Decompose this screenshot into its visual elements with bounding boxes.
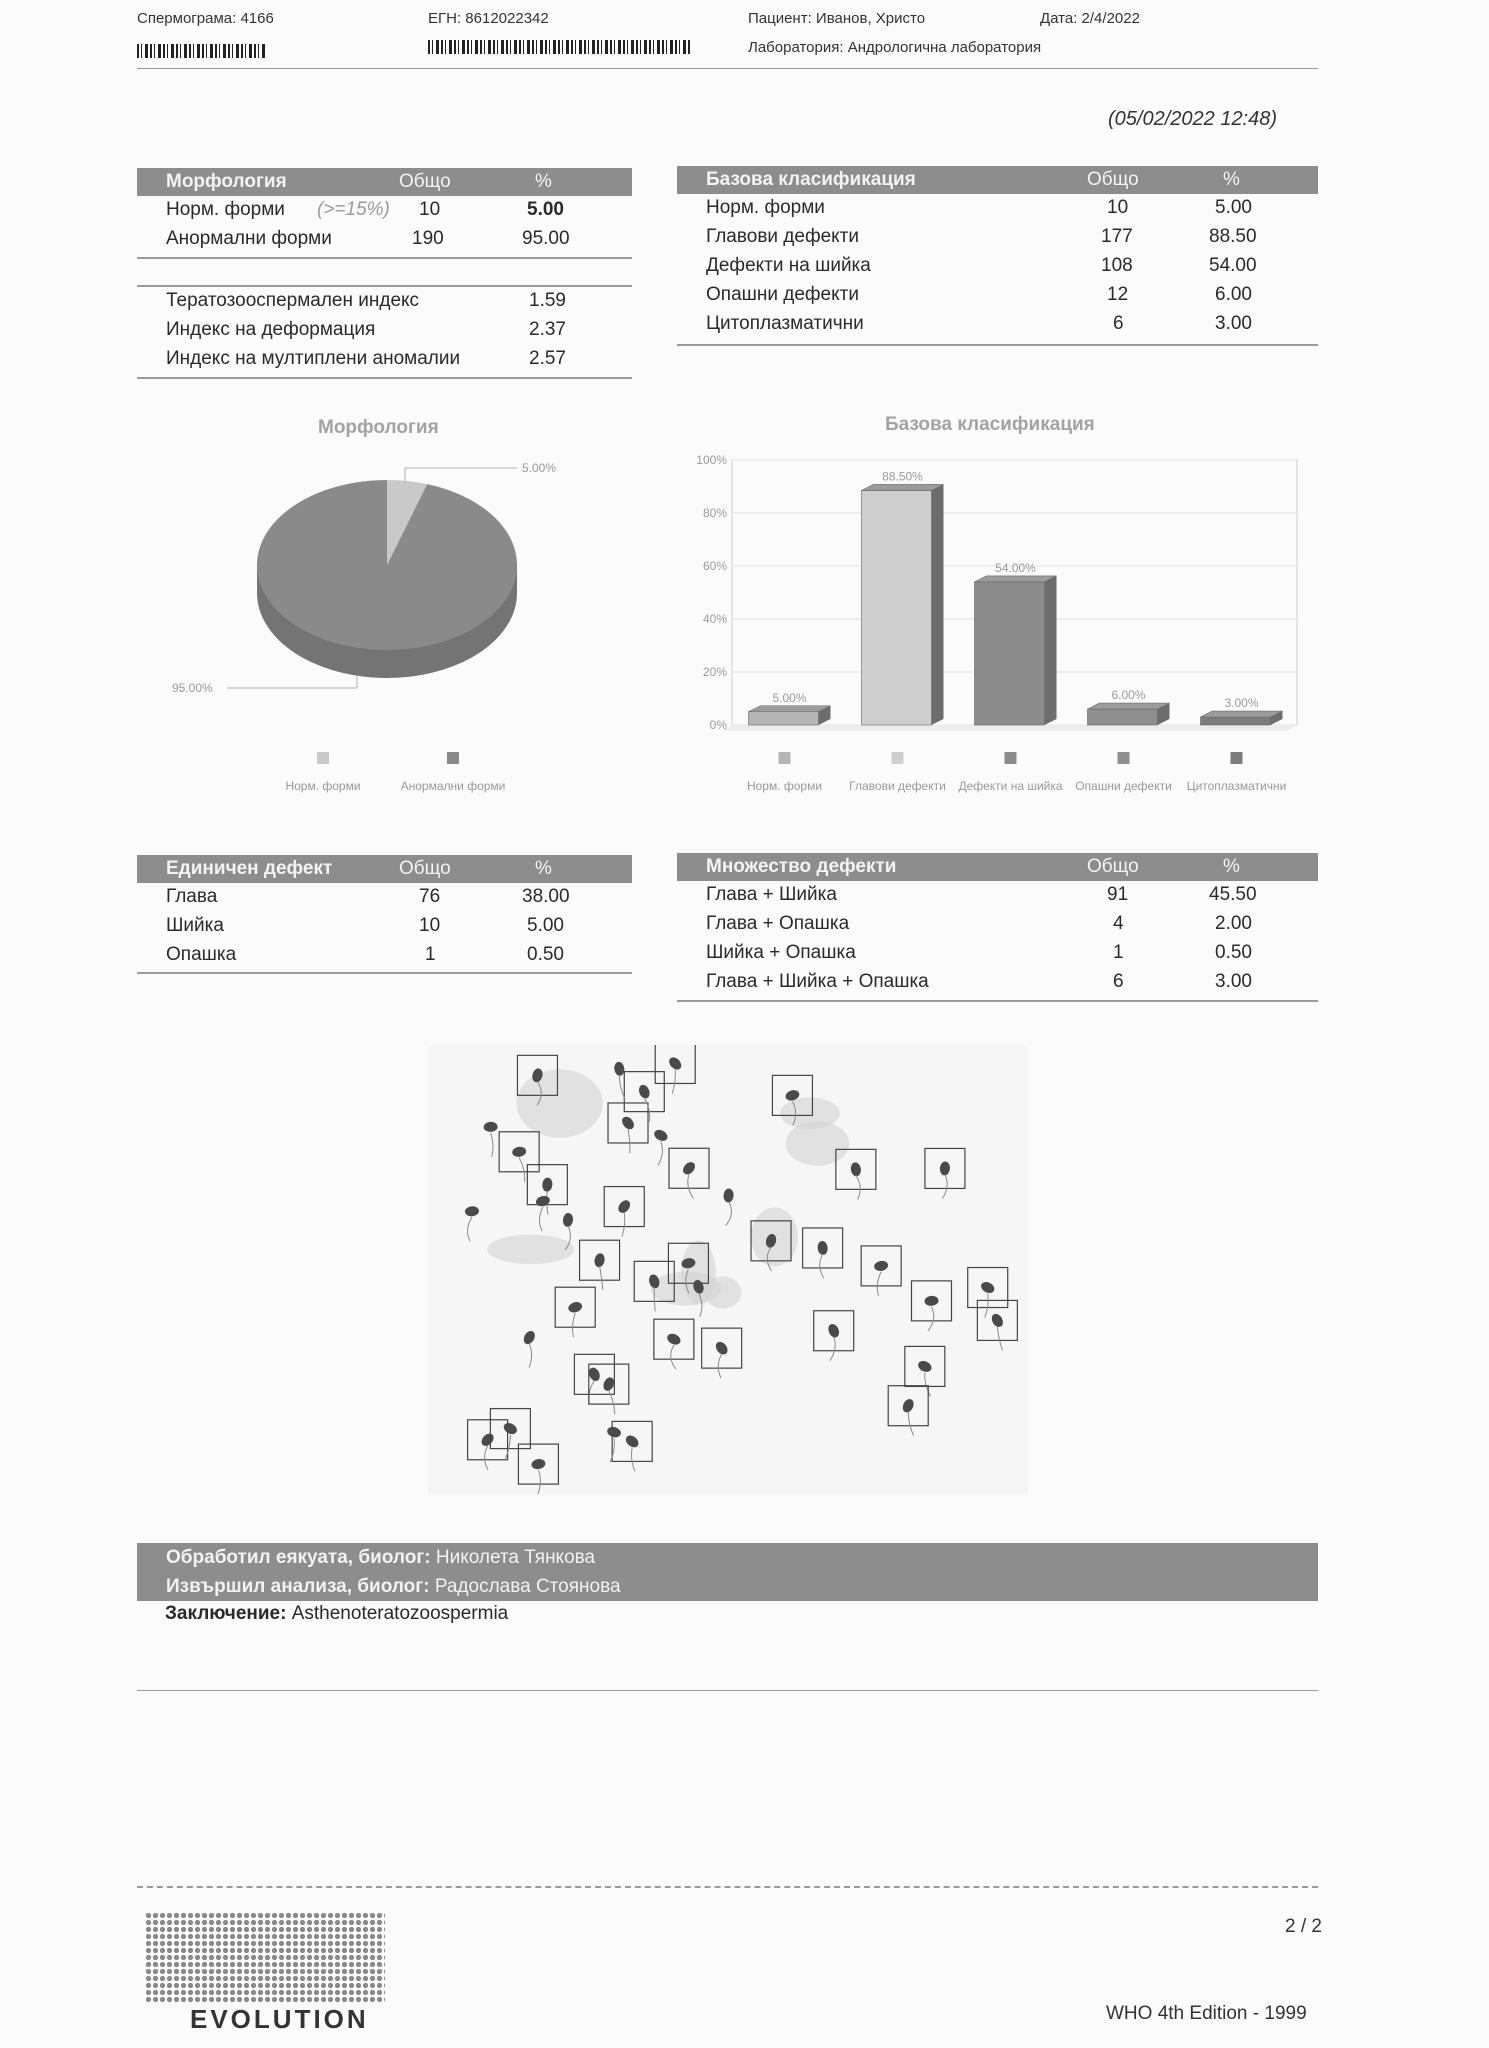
index-label: Тератозооспермален индекс bbox=[166, 290, 420, 311]
y-tick-label: 40% bbox=[702, 612, 727, 626]
row-total: 10 bbox=[419, 915, 441, 936]
row-total: 177 bbox=[1101, 226, 1133, 247]
table-row bbox=[137, 196, 632, 225]
sperm-head bbox=[606, 1425, 622, 1439]
table-row bbox=[677, 281, 1318, 310]
morphology-table bbox=[137, 168, 632, 254]
sperm-tail bbox=[985, 1294, 988, 1318]
sperm-tail bbox=[718, 1354, 721, 1378]
base-classification-table bbox=[677, 166, 1318, 339]
row-label: Глава + Шийка bbox=[706, 884, 837, 905]
sperm-tail bbox=[589, 1380, 595, 1404]
pie-leader bbox=[405, 468, 517, 483]
table-row bbox=[677, 223, 1318, 252]
sperm-head bbox=[901, 1397, 916, 1414]
pie-leader bbox=[227, 676, 357, 688]
row-label: Опашка bbox=[166, 944, 237, 965]
bar-value-label: 54.00% bbox=[995, 560, 1036, 575]
y-tick-label: 60% bbox=[702, 559, 727, 573]
sperm-head bbox=[826, 1322, 841, 1339]
table-title: Единичен дефект bbox=[166, 858, 333, 879]
bar-value-label: 88.50% bbox=[882, 469, 923, 484]
sperm-tail bbox=[726, 1202, 732, 1226]
logo-subtitle: EVOLUTION bbox=[190, 2004, 369, 2034]
row-pct: 2.00 bbox=[1215, 913, 1252, 934]
egn: ЕГН: 8612022342 bbox=[428, 10, 549, 27]
multiple-defects-table bbox=[677, 853, 1318, 997]
conclusion-value: Asthenoteratozoospermia bbox=[291, 1603, 509, 1624]
index-value: 1.59 bbox=[529, 290, 566, 311]
sperm-head bbox=[723, 1188, 734, 1203]
row-total: 10 bbox=[419, 199, 441, 220]
legend-label: Норм. форми bbox=[746, 779, 823, 793]
sperm-head bbox=[613, 1061, 625, 1076]
row-total: 6 bbox=[1113, 313, 1124, 334]
table-title: Морфология bbox=[166, 171, 287, 192]
divider bbox=[137, 257, 632, 259]
legend-label: Норм. форми bbox=[285, 779, 361, 793]
bar-value-label: 6.00% bbox=[1111, 688, 1146, 703]
patient-name: Пациент: Иванов, Христо bbox=[748, 10, 926, 27]
debris-blob bbox=[487, 1235, 574, 1264]
sperm-head bbox=[916, 1359, 933, 1374]
row-pct: 54.00 bbox=[1209, 255, 1257, 276]
single-defect-table bbox=[137, 855, 632, 970]
divider bbox=[137, 972, 632, 974]
row-note: (>=15%) bbox=[317, 199, 390, 220]
report-timestamp: (05/02/2022 12:48) bbox=[1108, 108, 1278, 130]
row-total: 12 bbox=[1107, 284, 1129, 305]
sperm-head bbox=[652, 1128, 669, 1143]
row-label: Норм. форми bbox=[706, 197, 825, 218]
bar-value-label: 5.00% bbox=[772, 690, 807, 705]
bar-top bbox=[1088, 703, 1170, 709]
table-row bbox=[137, 345, 632, 374]
pie-value-label: 5.00% bbox=[522, 461, 557, 475]
legend-swatch bbox=[1005, 752, 1017, 764]
row-pct: 0.50 bbox=[527, 944, 564, 965]
row-total: 1 bbox=[425, 944, 436, 965]
col-pct: % bbox=[535, 171, 552, 192]
bar-side bbox=[1045, 576, 1057, 725]
table-row bbox=[677, 252, 1318, 281]
col-pct: % bbox=[1223, 169, 1240, 190]
conclusion-label: Заключение: bbox=[165, 1603, 287, 1624]
row-pct: 38.00 bbox=[522, 886, 570, 907]
signature-band bbox=[137, 1543, 1318, 1601]
sperm-tail bbox=[529, 1344, 532, 1368]
legend-label: Дефекти на шийка bbox=[958, 779, 1063, 793]
sperm-tail bbox=[485, 1446, 488, 1470]
sperm-head bbox=[681, 1160, 698, 1177]
spermogram-number: Спермограма: 4166 bbox=[137, 10, 274, 27]
row-total: 91 bbox=[1107, 884, 1129, 905]
plot-floor bbox=[722, 725, 1297, 731]
sperm-head bbox=[511, 1146, 526, 1158]
sperm-tail bbox=[491, 1133, 493, 1157]
bar bbox=[862, 490, 932, 725]
legend-label: Опашни дефекти bbox=[1075, 779, 1172, 793]
table-row bbox=[137, 912, 632, 941]
row-pct: 88.50 bbox=[1209, 226, 1257, 247]
processed-label: Обработил еякуата, биолог: bbox=[166, 1547, 431, 1568]
analyzed-by bbox=[137, 1572, 1318, 1601]
table-row bbox=[137, 883, 632, 912]
sperm-head bbox=[531, 1458, 546, 1470]
bar-top bbox=[862, 484, 944, 490]
sperm-tail bbox=[519, 1158, 525, 1182]
legend-swatch bbox=[1118, 752, 1130, 764]
legend-label: Цитоплазматични bbox=[1186, 779, 1287, 793]
table-header bbox=[137, 855, 632, 883]
legend-swatch bbox=[1231, 752, 1243, 764]
sperm-head bbox=[502, 1421, 519, 1437]
sperm-head bbox=[924, 1295, 939, 1306]
sperm-tail bbox=[671, 1345, 676, 1369]
sperm-tail bbox=[658, 1141, 662, 1165]
sperm-head bbox=[817, 1240, 828, 1255]
sperm-tail bbox=[672, 1069, 675, 1093]
analyzed-name: Радослава Стоянова bbox=[434, 1576, 621, 1597]
microscopy-image bbox=[428, 1045, 1028, 1495]
col-total: Общо bbox=[399, 171, 451, 192]
legend-label: Главови дефекти bbox=[849, 779, 946, 793]
sperm-tail bbox=[820, 1254, 824, 1278]
sperm-head bbox=[637, 1083, 651, 1100]
table-row bbox=[677, 968, 1318, 997]
table-row bbox=[137, 225, 632, 254]
sperm-head bbox=[483, 1122, 497, 1133]
legend-swatch bbox=[447, 752, 459, 764]
row-total: 190 bbox=[412, 228, 444, 249]
divider bbox=[137, 1886, 1318, 1888]
row-pct: 95.00 bbox=[522, 228, 570, 249]
row-label: Главови дефекти bbox=[706, 226, 860, 247]
bar-top bbox=[749, 706, 831, 712]
index-value: 2.57 bbox=[529, 348, 566, 369]
sperm-tail bbox=[877, 1272, 881, 1296]
table-row bbox=[677, 939, 1318, 968]
barcode-1 bbox=[137, 44, 267, 58]
sperm-tail bbox=[688, 1174, 694, 1198]
bar bbox=[1201, 717, 1271, 725]
index-value: 2.37 bbox=[529, 319, 566, 340]
table-title: Множество дефекти bbox=[706, 856, 897, 877]
row-label: Анормални форми bbox=[166, 228, 332, 249]
table-row bbox=[677, 194, 1318, 223]
processed-name: Николета Тянкова bbox=[435, 1547, 596, 1568]
table-row bbox=[677, 310, 1318, 339]
header-divider bbox=[137, 68, 1318, 69]
legend-swatch bbox=[892, 752, 904, 764]
col-pct: % bbox=[535, 858, 552, 879]
sperm-tail bbox=[468, 1217, 472, 1241]
sperm-head bbox=[850, 1162, 862, 1177]
row-label: Глава + Опашка bbox=[706, 913, 850, 934]
y-tick-label: 20% bbox=[702, 665, 727, 679]
legend-swatch bbox=[317, 752, 329, 764]
legend-label: Анормални форми bbox=[400, 779, 506, 793]
row-pct: 5.00 bbox=[527, 199, 564, 220]
who-edition: WHO 4th Edition - 1999 bbox=[1106, 2003, 1307, 2024]
row-total: 108 bbox=[1101, 255, 1133, 276]
sperm-head bbox=[567, 1300, 583, 1314]
row-label: Шийка + Опашка bbox=[706, 942, 856, 963]
y-tick-label: 80% bbox=[702, 506, 727, 520]
table-row bbox=[137, 287, 632, 316]
table-row bbox=[677, 881, 1318, 910]
pie-chart-title: Морфология bbox=[318, 417, 439, 438]
sperm-tail bbox=[573, 1313, 576, 1337]
bar bbox=[749, 712, 819, 725]
row-pct: 0.50 bbox=[1215, 942, 1252, 963]
row-pct: 45.50 bbox=[1209, 884, 1257, 905]
sperm-head bbox=[939, 1161, 950, 1176]
sperm-head bbox=[979, 1280, 996, 1295]
processed-by bbox=[137, 1543, 1318, 1572]
row-label: Дефекти на шийка bbox=[706, 255, 871, 276]
index-label: Индекс на деформация bbox=[166, 319, 376, 340]
row-label: Норм. форми bbox=[166, 199, 285, 220]
bar-chart-title: Базова класификация bbox=[885, 414, 1095, 435]
row-total: 10 bbox=[1107, 197, 1129, 218]
row-total: 6 bbox=[1113, 971, 1124, 992]
table-title: Базова класификация bbox=[706, 169, 916, 190]
divider bbox=[137, 377, 632, 379]
divider bbox=[677, 344, 1318, 346]
report-date: Дата: 2/4/2022 bbox=[1040, 10, 1140, 27]
sperm-head bbox=[667, 1055, 684, 1072]
sperm-head bbox=[593, 1252, 606, 1268]
row-label: Глава + Шийка + Опашка bbox=[706, 971, 929, 992]
conclusion bbox=[165, 1603, 508, 1625]
sperm-tail bbox=[942, 1174, 947, 1198]
bar-top bbox=[975, 576, 1057, 582]
base-classification-bar-chart bbox=[677, 440, 1327, 810]
pie-slice bbox=[257, 480, 517, 650]
sperm-head bbox=[624, 1433, 641, 1450]
sperm-tail bbox=[628, 1129, 630, 1153]
sperm-head bbox=[542, 1177, 553, 1192]
table-row bbox=[137, 316, 632, 345]
pie-value-label: 95.00% bbox=[172, 681, 213, 695]
row-label: Опашни дефекти bbox=[706, 284, 859, 305]
sperm-head bbox=[479, 1431, 496, 1448]
sperm-tail bbox=[631, 1447, 634, 1471]
sca-logo-icon bbox=[145, 1912, 385, 2004]
row-label: Глава bbox=[166, 886, 218, 907]
col-total: Общо bbox=[399, 858, 451, 879]
row-pct: 3.00 bbox=[1215, 313, 1252, 334]
table-row bbox=[137, 941, 632, 970]
sperm-head bbox=[620, 1114, 637, 1131]
sperm-head bbox=[665, 1332, 682, 1347]
row-total: 1 bbox=[1113, 942, 1124, 963]
row-pct: 5.00 bbox=[1215, 197, 1252, 218]
sperm-tail bbox=[622, 1213, 625, 1237]
bar-value-label: 3.00% bbox=[1224, 696, 1259, 711]
divider bbox=[137, 1690, 1318, 1691]
col-pct: % bbox=[1223, 856, 1240, 877]
page-number: 2 / 2 bbox=[1285, 1916, 1322, 1937]
bar bbox=[1088, 709, 1158, 725]
col-total: Общо bbox=[1087, 856, 1139, 877]
barcode-2 bbox=[428, 40, 690, 54]
sperm-tail bbox=[538, 1470, 541, 1494]
bar-side bbox=[932, 484, 944, 725]
debris-blob bbox=[516, 1069, 602, 1137]
legend-swatch bbox=[779, 752, 791, 764]
table-header bbox=[677, 166, 1318, 194]
row-pct: 6.00 bbox=[1215, 284, 1252, 305]
table-header bbox=[677, 853, 1318, 881]
analyzed-label: Извършил анализа, биолог: bbox=[166, 1576, 430, 1597]
sperm-head bbox=[464, 1206, 479, 1217]
sperm-head bbox=[535, 1194, 551, 1207]
sperm-tail bbox=[644, 1098, 649, 1122]
col-total: Общо bbox=[1087, 169, 1139, 190]
row-total: 76 bbox=[419, 886, 441, 907]
bar-top bbox=[1201, 711, 1283, 717]
morphology-pie-chart bbox=[137, 440, 637, 810]
sperm-tail bbox=[830, 1337, 835, 1361]
lab-name: Лаборатория: Андрологична лаборатория bbox=[748, 39, 1042, 56]
sperm-tail bbox=[928, 1307, 934, 1331]
sperm-tail bbox=[856, 1175, 860, 1199]
sperm-head bbox=[873, 1260, 889, 1272]
index-label: Индекс на мултиплени аномалии bbox=[166, 348, 461, 369]
row-label: Цитоплазматични bbox=[706, 313, 864, 334]
sperm-head bbox=[562, 1212, 573, 1227]
debris-blob bbox=[786, 1121, 850, 1165]
sperm-tail bbox=[600, 1266, 603, 1290]
y-tick-label: 0% bbox=[709, 718, 727, 732]
table-row bbox=[677, 910, 1318, 939]
table-header bbox=[137, 168, 632, 196]
row-pct: 5.00 bbox=[527, 915, 564, 936]
sperm-head bbox=[521, 1329, 537, 1346]
sperm-tail bbox=[540, 1207, 543, 1231]
indices-table bbox=[137, 287, 632, 374]
y-tick-label: 100% bbox=[696, 453, 727, 467]
bar bbox=[975, 582, 1045, 725]
divider bbox=[677, 1000, 1318, 1002]
sperm-tail bbox=[908, 1412, 913, 1436]
row-total: 4 bbox=[1113, 913, 1124, 934]
row-label: Шийка bbox=[166, 915, 224, 936]
row-pct: 3.00 bbox=[1215, 971, 1252, 992]
sperm-tail bbox=[997, 1326, 1002, 1350]
